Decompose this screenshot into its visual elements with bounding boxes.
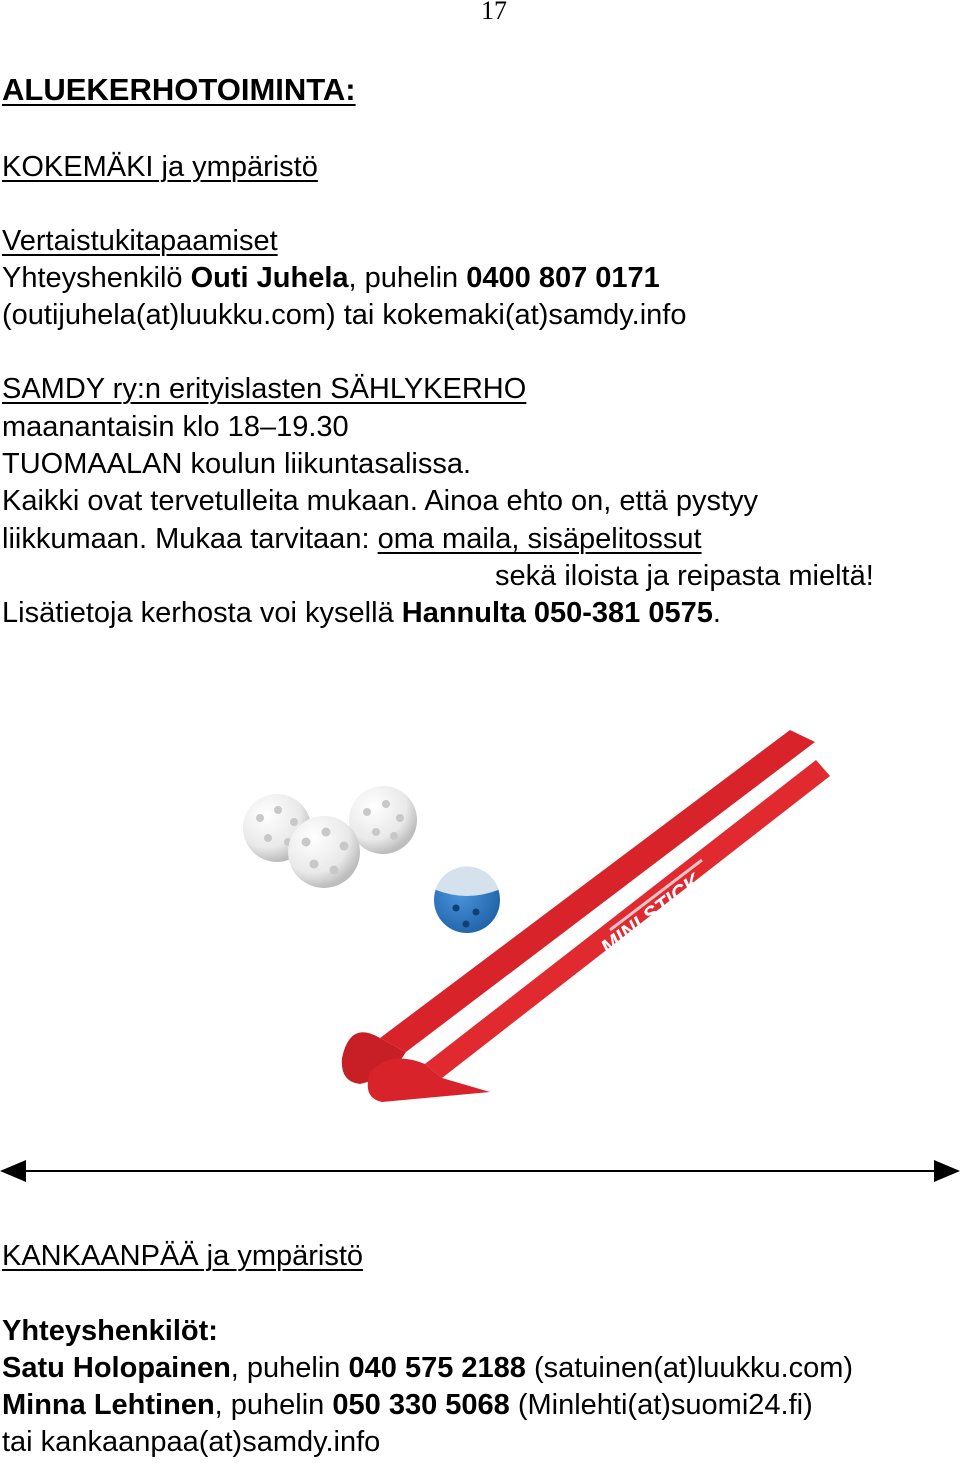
- white-ball-icon: [288, 816, 360, 888]
- section-title: ALUEKERHOTOIMINTA:: [2, 72, 356, 107]
- kokemaki-contact-line: [2, 260, 660, 297]
- contact1-mid: , puhelin: [230, 1352, 349, 1384]
- stick-brand-label: MINI STICK: [595, 868, 706, 960]
- section-divider-arrow: [0, 1152, 960, 1192]
- club-title: SAMDY ry:n erityislasten SÄHLYKERHO: [2, 373, 527, 405]
- club-needs-line: [2, 521, 702, 558]
- needs-prefix: liikkumaan. Mukaa tarvitaan:: [2, 523, 378, 555]
- white-ball-icon: [349, 786, 417, 854]
- contact2-email: (Minlehti(at)suomi24.fi): [509, 1389, 813, 1421]
- info-end: .: [712, 597, 721, 629]
- club-info-line: [2, 595, 721, 632]
- peer-support-title: Vertaistukitapaamiset: [2, 225, 278, 257]
- contact-phone: 0400 807 0171: [466, 262, 660, 294]
- club-time: maanantaisin klo 18–19.30: [2, 411, 349, 443]
- arrow-right-icon: [934, 1160, 960, 1182]
- info-contact: Hannulta 050-381 0575: [401, 597, 713, 629]
- page-number: 17: [481, 0, 507, 25]
- contact-prefix: Yhteyshenkilö: [2, 262, 191, 294]
- floorball-stick-icon: [368, 760, 830, 1102]
- contact-name: Outi Juhela: [190, 262, 349, 294]
- contact1-email: (satuinen(at)luukku.com): [525, 1352, 854, 1384]
- alt-email-line: tai kankaanpaa(at)samdy.info: [2, 1426, 381, 1458]
- floorball-stick-icon: [342, 730, 815, 1084]
- blue-ball-icon: [434, 866, 500, 933]
- contact2-name: Minna Lehtinen: [2, 1389, 215, 1421]
- contact2-mid: , puhelin: [214, 1389, 333, 1421]
- contact1-phone: 040 575 2188: [348, 1352, 526, 1384]
- contact2-line: [2, 1387, 813, 1424]
- club-welcome: Kaikki ovat tervetulleita mukaan. Ainoa ehto on, että pystyy: [2, 485, 759, 517]
- club-needs-suffix: sekä iloista ja reipasta mieltä!: [495, 560, 874, 592]
- needs-items: oma maila, sisäpelitossut: [377, 523, 702, 555]
- floorball-illustration: [230, 720, 850, 1120]
- contact1-name: Satu Holopainen: [2, 1352, 231, 1384]
- contact-mid: , puhelin: [348, 262, 467, 294]
- info-prefix: Lisätietoja kerhosta voi kysellä: [2, 597, 402, 629]
- contact1-line: [2, 1350, 853, 1387]
- kokemaki-area-title: KOKEMÄKI ja ympäristö: [2, 151, 318, 183]
- club-place: TUOMAALAN koulun liikuntasalissa.: [2, 448, 472, 480]
- contact2-phone: 050 330 5068: [332, 1389, 510, 1421]
- kankaanpaa-area-title: KANKAANPÄÄ ja ympäristö: [2, 1240, 364, 1272]
- arrow-left-icon: [0, 1160, 26, 1182]
- kokemaki-email-line: (outijuhela(at)luukku.com) tai kokemaki(at)samdy.info: [2, 299, 687, 331]
- contacts-label: Yhteyshenkilöt:: [2, 1315, 218, 1347]
